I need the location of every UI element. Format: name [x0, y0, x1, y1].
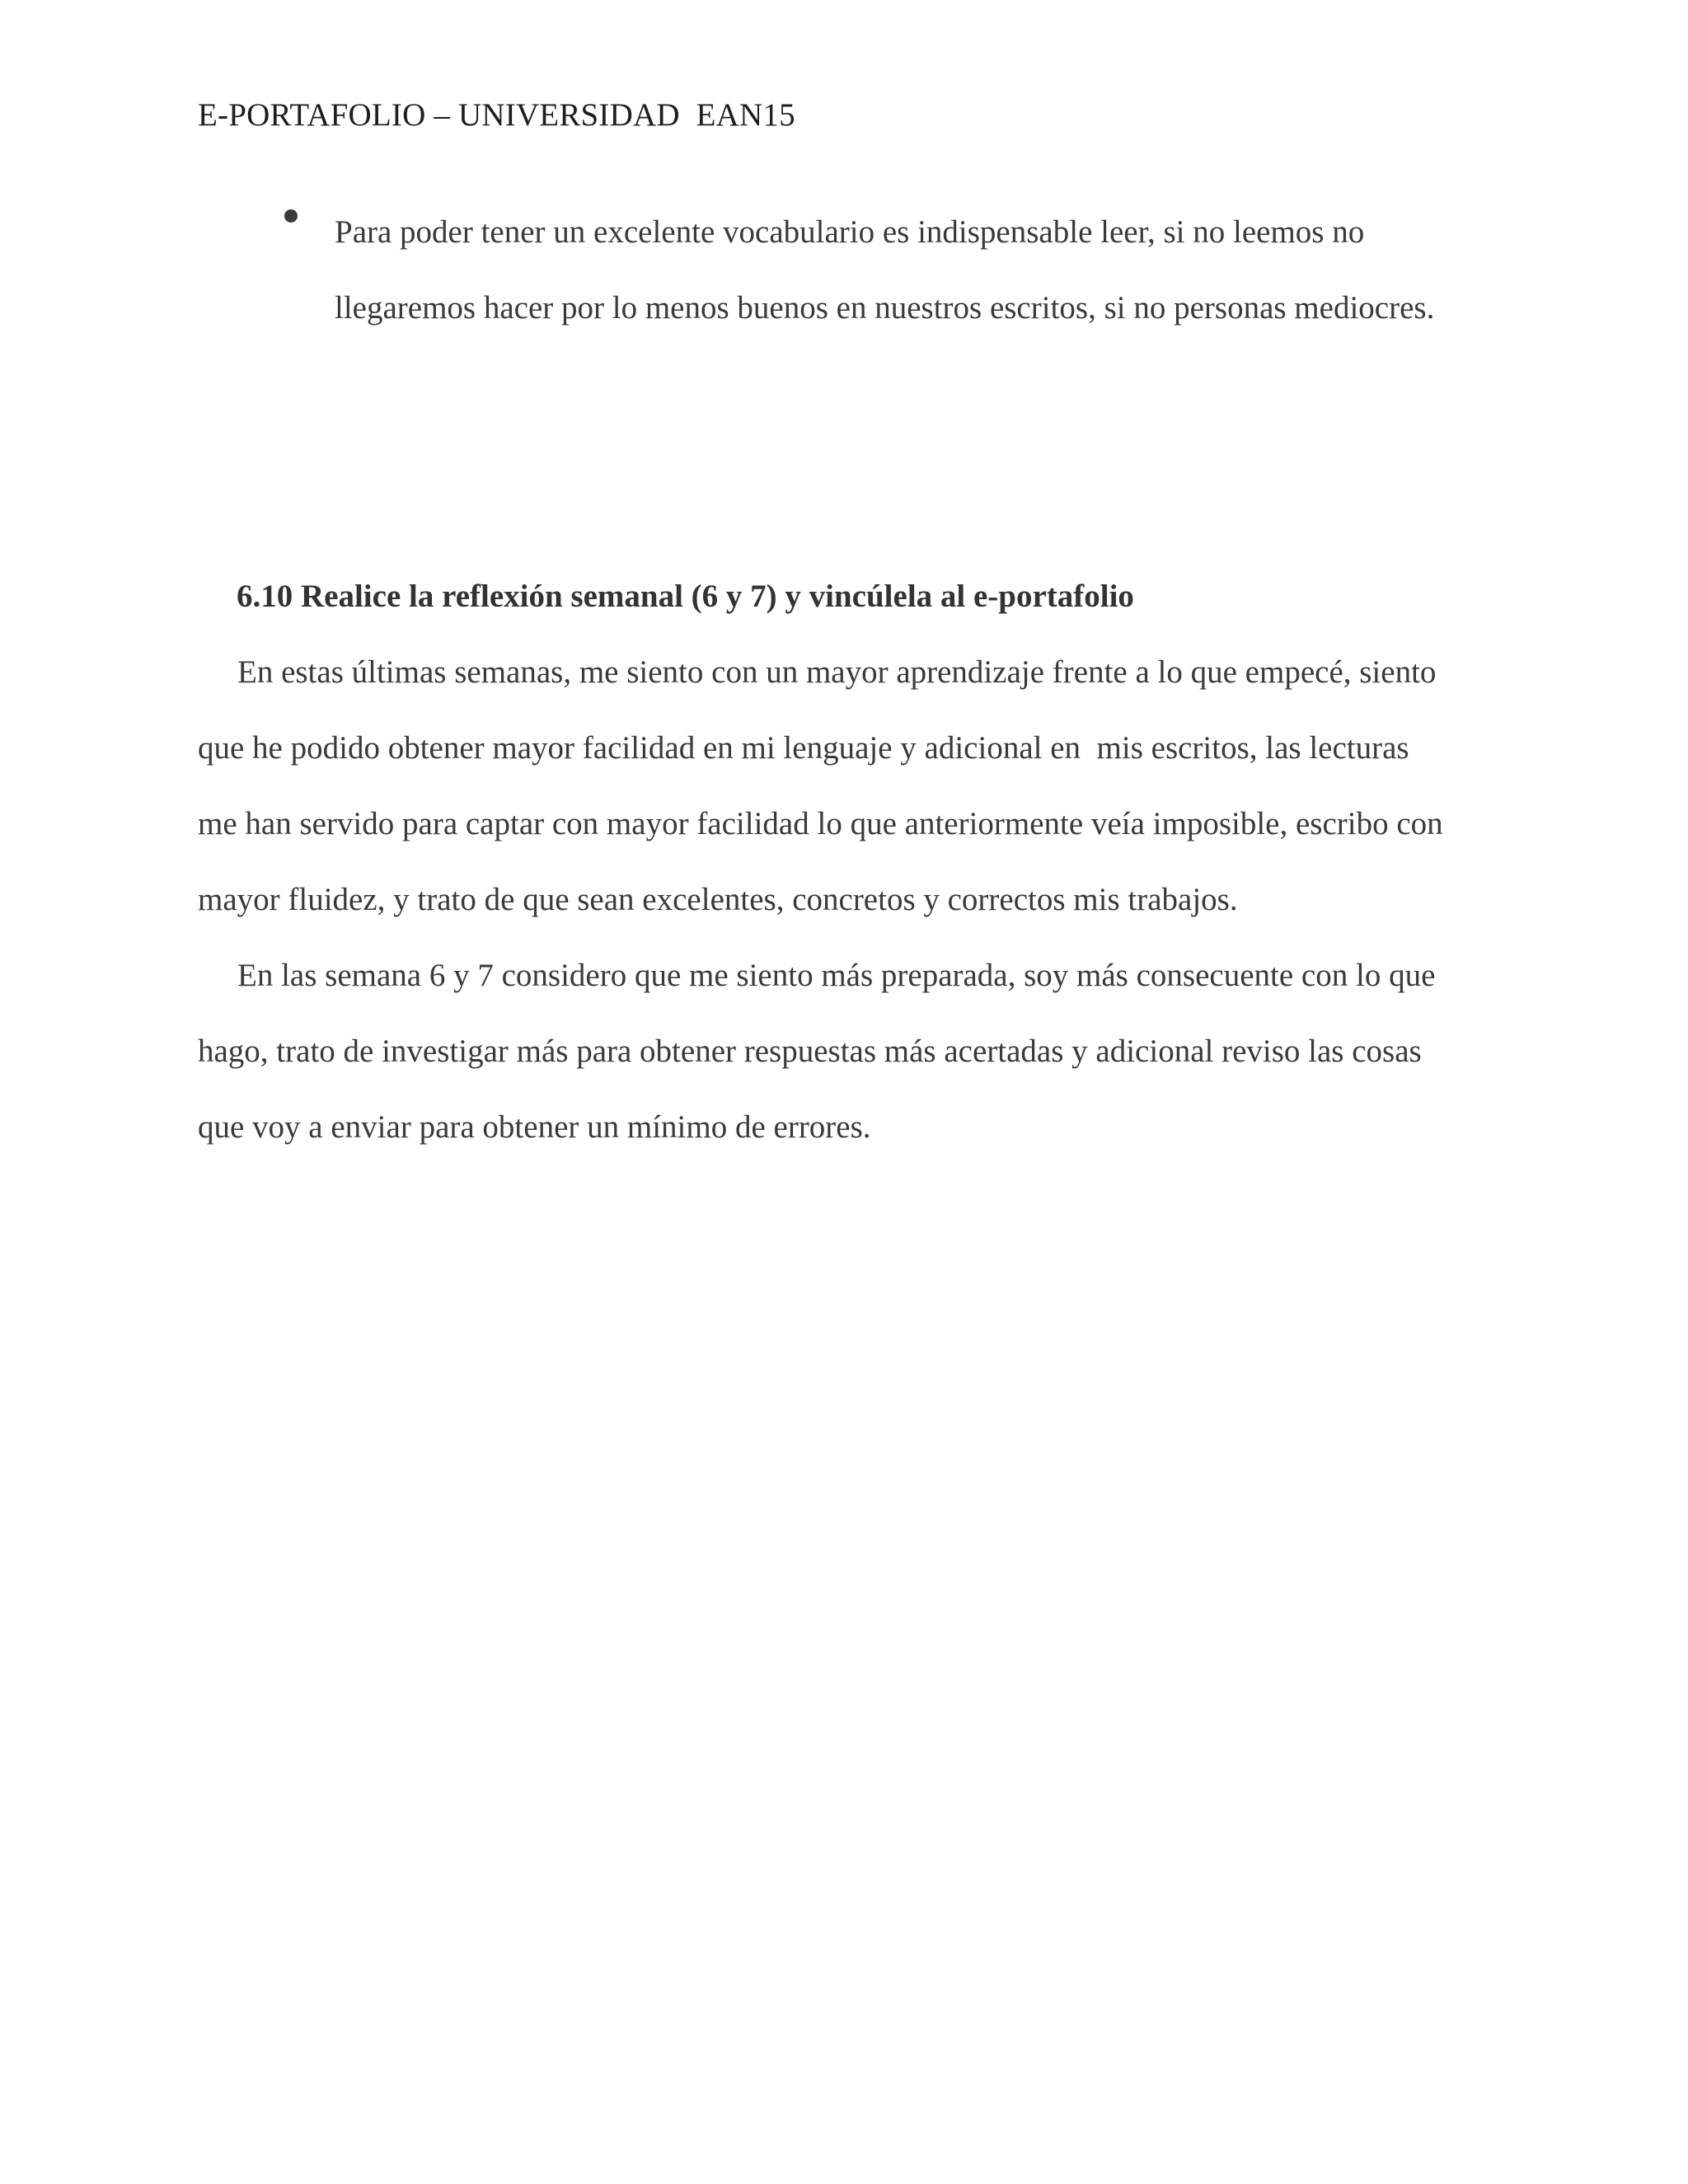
paragraph-line: que he podido obtener mayor facilidad en mi lenguaje y adicional en mis escritos, las lecturas	[198, 730, 1409, 766]
paragraph-line: hago, trato de investigar más para obtener respuestas más acertadas y adicional reviso las cosas	[198, 1033, 1422, 1069]
bullet-text	[335, 194, 1571, 346]
paragraph-line: En las semana 6 y 7 considero que me siento más preparada, soy más consecuente con lo que	[237, 958, 1436, 993]
paragraph-line: que voy a enviar para obtener un mínimo de errores.	[198, 1109, 871, 1145]
paragraph-line: En estas últimas semanas, me siento con un mayor aprendizaje frente a lo que empecé, siento	[237, 654, 1437, 690]
bullet-line: llegaremos hacer por lo menos buenos en nuestros escritos, si no personas mediocres.	[335, 290, 1435, 326]
paragraph-line: mayor fluidez, y trato de que sean excelentes, concretos y correctos mis trabajos.	[198, 882, 1238, 917]
bullet-line: Para poder tener un excelente vocabulario es indispensable leer, si no leemos no	[335, 214, 1365, 250]
section-heading: 6.10 Realice la reflexión semanal (6 y 7) y vincúlela al e-portafolio	[237, 579, 1134, 614]
paragraph	[198, 635, 1517, 938]
paragraph	[198, 938, 1517, 1165]
paragraph-line: me han servido para captar con mayor facilidad lo que anteriormente veía imposible, escribo con	[198, 806, 1443, 841]
bullet-icon	[284, 209, 298, 223]
running-header: E-PORTAFOLIO – UNIVERSIDAD EAN15	[198, 97, 795, 133]
